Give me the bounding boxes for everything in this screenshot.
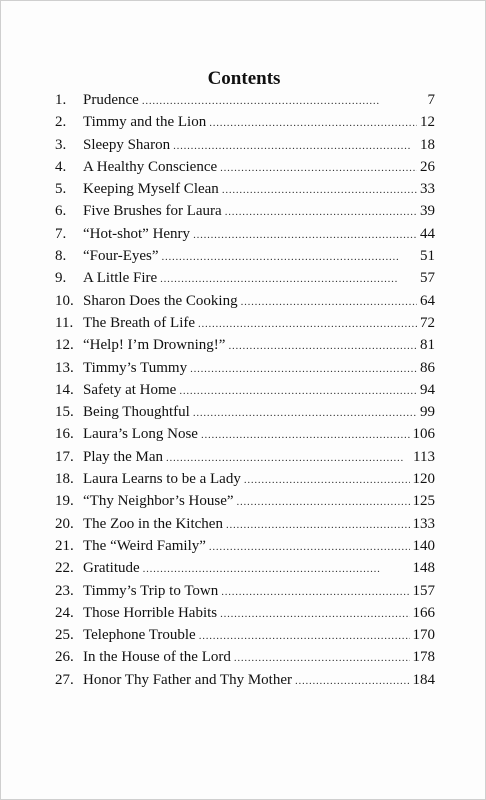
toc-entry	[55, 181, 435, 203]
table-of-contents	[55, 92, 435, 694]
toc-entry-number: 14.	[55, 381, 74, 398]
toc-entry-page: 64	[420, 292, 435, 309]
toc-entry	[55, 404, 435, 426]
toc-entry-page: 26	[420, 158, 435, 175]
dot-leader	[201, 429, 410, 441]
toc-entry-title: Honor Thy Father and Thy Mother	[83, 671, 292, 688]
toc-entry-title: Sharon Does the Cooking	[83, 292, 238, 309]
toc-entry-number: 5.	[55, 181, 67, 198]
dot-leader	[241, 296, 417, 308]
toc-entry-number: 25.	[55, 627, 74, 644]
dot-leader	[220, 162, 417, 174]
toc-entry-page: 178	[412, 649, 435, 666]
dot-leader	[160, 273, 417, 285]
toc-entry-title: The Zoo in the Kitchen	[83, 515, 223, 532]
toc-entry	[55, 538, 435, 560]
toc-entry	[55, 315, 435, 337]
toc-entry-page: 44	[420, 225, 435, 242]
toc-entry-page: 140	[412, 537, 435, 554]
dot-leader	[234, 652, 410, 664]
toc-entry-page: 18	[420, 136, 435, 153]
toc-entry-number: 21.	[55, 537, 74, 554]
toc-entry-title: Five Brushes for Laura	[83, 203, 222, 220]
toc-entry-page: 166	[412, 604, 435, 621]
dot-leader	[209, 541, 410, 553]
toc-entry-title: The “Weird Family”	[83, 537, 206, 554]
toc-entry-page: 99	[420, 404, 435, 421]
dot-leader	[190, 363, 417, 375]
toc-entry-number: 22.	[55, 560, 74, 577]
toc-entry-number: 2.	[55, 114, 67, 131]
toc-entry-page: 125	[412, 493, 435, 510]
toc-entry-number: 12.	[55, 337, 74, 354]
dot-leader	[143, 563, 410, 575]
toc-entry	[55, 203, 435, 225]
toc-entry-page: 86	[420, 359, 435, 376]
toc-entry-number: 24.	[55, 604, 74, 621]
toc-entry-title: In the House of the Lord	[83, 649, 231, 666]
toc-entry	[55, 449, 435, 471]
dot-leader	[179, 385, 417, 397]
toc-entry-title: Prudence	[83, 92, 139, 108]
toc-entry	[55, 137, 435, 159]
toc-entry-number: 6.	[55, 203, 67, 220]
toc-entry-page: 113	[413, 448, 435, 465]
toc-entry-title: Being Thoughtful	[83, 404, 190, 421]
toc-entry-number: 15.	[55, 404, 74, 421]
toc-entry-title: Gratitude	[83, 560, 140, 577]
toc-entry	[55, 382, 435, 404]
dot-leader	[237, 496, 410, 508]
toc-entry-number: 20.	[55, 515, 74, 532]
toc-entry-number: 1.	[55, 92, 67, 108]
toc-entry-number: 27.	[55, 671, 74, 688]
toc-entry-page: 170	[412, 627, 435, 644]
dot-leader	[244, 474, 410, 486]
toc-entry-title: “Hot-shot” Henry	[83, 225, 191, 242]
dot-leader	[162, 251, 417, 263]
dot-leader	[222, 184, 417, 196]
toc-entry	[55, 426, 435, 448]
toc-entry-number: 18.	[55, 471, 74, 488]
dot-leader	[225, 206, 417, 218]
toc-entry-title: “Four-Eyes”	[83, 248, 159, 265]
toc-entry	[55, 270, 435, 292]
toc-entry-page: 72	[420, 314, 435, 331]
dot-leader	[193, 229, 417, 241]
page-title: Contents	[207, 68, 281, 89]
dot-leader	[220, 608, 409, 620]
toc-entry-title: Timmy’s Trip to Town	[83, 582, 219, 599]
toc-entry-number: 3.	[55, 136, 67, 153]
toc-entry-page: 94	[420, 381, 435, 398]
toc-entry-title: Keeping Myself Clean	[83, 181, 219, 198]
toc-entry-page: 81	[420, 337, 435, 354]
toc-entry-title: The Breath of Life	[83, 314, 196, 331]
toc-entry	[55, 605, 435, 627]
toc-entry	[55, 293, 435, 315]
toc-entry-title: Laura’s Long Nose	[83, 426, 198, 443]
toc-entry-number: 4.	[55, 158, 67, 175]
toc-entry-page: 157	[412, 582, 435, 599]
dot-leader	[209, 117, 417, 129]
toc-entry-title: Telephone Trouble	[83, 627, 196, 644]
toc-entry-title: Laura Learns to be a Lady	[83, 471, 241, 488]
toc-entry-page: 106	[412, 426, 435, 443]
dot-leader	[173, 140, 417, 152]
toc-entry-title: Those Horrible Habits	[83, 604, 218, 621]
toc-entry-number: 26.	[55, 649, 74, 666]
dot-leader	[228, 340, 417, 352]
toc-entry-page: 133	[412, 515, 435, 532]
toc-entry-page: 12	[420, 114, 435, 131]
toc-entry	[55, 583, 435, 605]
toc-entry-title: “Help! I’m Drowning!”	[83, 337, 226, 354]
toc-entry-title: Play the Man	[83, 448, 163, 465]
toc-entry	[55, 471, 435, 493]
toc-entry-number: 11.	[55, 314, 74, 331]
dot-leader	[166, 452, 410, 464]
toc-entry-number: 19.	[55, 493, 74, 510]
toc-entry-number: 16.	[55, 426, 74, 443]
toc-entry-page: 7	[427, 92, 435, 108]
toc-entry-page: 120	[412, 471, 435, 488]
toc-entry-number: 10.	[55, 292, 74, 309]
toc-entry	[55, 649, 435, 671]
toc-entry-page: 33	[420, 181, 435, 198]
toc-entry	[55, 360, 435, 382]
toc-entry-title: “Thy Neighbor’s House”	[83, 493, 234, 510]
dot-leader	[295, 675, 410, 687]
toc-entry	[55, 226, 435, 248]
toc-entry	[55, 516, 435, 538]
toc-entry-page: 148	[412, 560, 435, 577]
toc-entry-number: 23.	[55, 582, 74, 599]
toc-entry	[55, 672, 435, 694]
toc-entry-title: Timmy and the Lion	[83, 114, 207, 131]
toc-entry	[55, 337, 435, 359]
toc-entry-number: 8.	[55, 248, 67, 265]
toc-entry-title: A Healthy Conscience	[83, 158, 218, 175]
toc-entry-title: A Little Fire	[83, 270, 158, 287]
dot-leader	[226, 519, 410, 531]
toc-entry-title: Sleepy Sharon	[83, 136, 171, 153]
dot-leader	[142, 95, 425, 107]
toc-entry-page: 184	[412, 671, 435, 688]
toc-entry	[55, 493, 435, 515]
toc-entry	[55, 627, 435, 649]
toc-entry	[55, 560, 435, 582]
dot-leader	[221, 586, 409, 598]
toc-entry-page: 39	[420, 203, 435, 220]
toc-entry	[55, 248, 435, 270]
dot-leader	[193, 407, 417, 419]
toc-entry	[55, 92, 435, 114]
dot-leader	[199, 630, 410, 642]
toc-entry	[55, 114, 435, 136]
toc-entry-number: 17.	[55, 448, 74, 465]
toc-entry-page: 57	[420, 270, 435, 287]
toc-entry-number: 7.	[55, 225, 67, 242]
toc-entry	[55, 159, 435, 181]
toc-entry-number: 9.	[55, 270, 67, 287]
toc-entry-title: Timmy’s Tummy	[83, 359, 188, 376]
dot-leader	[198, 318, 417, 330]
toc-entry-page: 51	[420, 248, 435, 265]
toc-entry-number: 13.	[55, 359, 74, 376]
toc-entry-title: Safety at Home	[83, 381, 177, 398]
